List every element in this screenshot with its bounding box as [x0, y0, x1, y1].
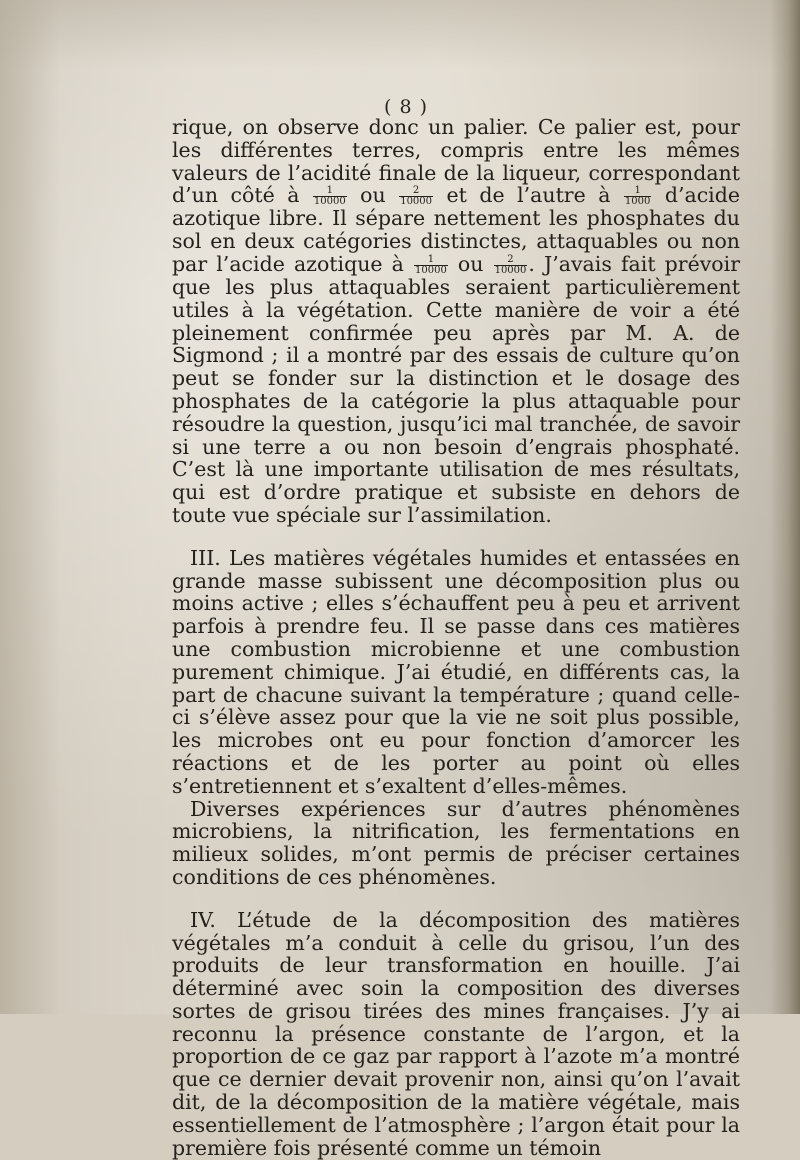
paragraph-iv: IV. L’étude de la décomposition des matières végétales m’a conduit à celle du grisou, l’un des produits de leur transformation en houille. J’ai déterminé avec soin la composition des diverses sortes de grisou tirées des mines françaises. J’y ai reconnu la présence constante de l’argon, et la proportion de ce gaz par rapport à l’azote m’a montré que ce dernier devait provenir non, ainsi qu’on l’avait dit, de la décomposition de la matière végétale, mais essentiellement de l’atmosphère ; l’argon était pour la première fois présenté comme un témoin [172, 907, 740, 1160]
fraction [414, 255, 448, 276]
fraction-denominator: 10000 [313, 196, 346, 208]
fraction-denominator: 1000 [624, 196, 651, 208]
fraction-denominator: 10000 [400, 196, 433, 208]
fraction-denominator: 10000 [415, 264, 447, 276]
fraction-numerator: 1 [313, 186, 347, 197]
text-run: ou [347, 183, 399, 208]
page-number: ( 8 ) [384, 96, 428, 118]
text-run: et de l’autre à [434, 183, 623, 208]
fraction-numerator: 1 [414, 255, 448, 266]
fraction [313, 186, 347, 207]
page-right-edge [770, 0, 800, 1014]
body-text [172, 116, 740, 1159]
text-run: rique, on observe donc un palier. Ce palier est, pour les différentes terres, compris entre les mêmes valeurs de l’acidité finale de la liqueur, correspondant d’un côté à [172, 115, 740, 208]
page-top-shadow [0, 0, 800, 70]
fraction-numerator: 1 [624, 186, 651, 197]
fraction-denominator: 10000 [494, 264, 527, 276]
paragraph-nitrification: Diverses expériences sur d’autres phénomènes microbiens, la nitrification, les fermentations en milieux solides, m’ont permis de préciser certaines conditions de ces phénomènes. [172, 796, 740, 889]
fraction [494, 255, 528, 276]
text-run: d’acide azotique libre. Il sépare nettement les phosphates du sol en deux catégories distinctes, attaquables ou non par l’acide azotique à [172, 183, 740, 276]
page-left-shadow [0, 0, 60, 1014]
text-run: ou [448, 251, 493, 276]
fraction [624, 186, 651, 207]
fraction [399, 186, 433, 207]
paragraph-iii: III. Les matières végétales humides et entassées en grande masse subissent une décomposition plus ou moins active ; elles s’échauffent peu à peu et arrivent parfois à prendre feu. Il se passe dans ces matières une combustion microbienne et une combustion purement chimique. J’ai étudié, en différents cas, la part de chacune suivant la température ; quand celle-ci s’élève assez pour que la vie ne soit plus possible, les microbes ont eu pour fonction d’amorcer les réactions et de les porter au point où elles s’entretiennent et s’exaltent d’elles-mêmes. [172, 545, 740, 798]
fraction-numerator: 2 [494, 255, 528, 266]
paragraph-continuation [172, 116, 740, 527]
text-run: . J’avais fait prévoir que les plus attaquables seraient particulièrement utiles à la végétation. Cette manière de voir a été pleinement confirmée peu après par M. A. de Sigmond ; il a montré par des essais de culture qu’on peut se fonder sur la distinction et le dosage des phosphates de la catégorie la plus attaquable pour résoudre la question, jusqu’ici mal tranchée, de savoir si une terre a ou non besoin d’engrais phosphaté. C’est là une importante utilisation de mes résultats, qui est d’ordre pratique et subsiste en dehors de toute vue spéciale sur l’assimilation. [172, 251, 741, 527]
fraction-numerator: 2 [399, 186, 433, 197]
